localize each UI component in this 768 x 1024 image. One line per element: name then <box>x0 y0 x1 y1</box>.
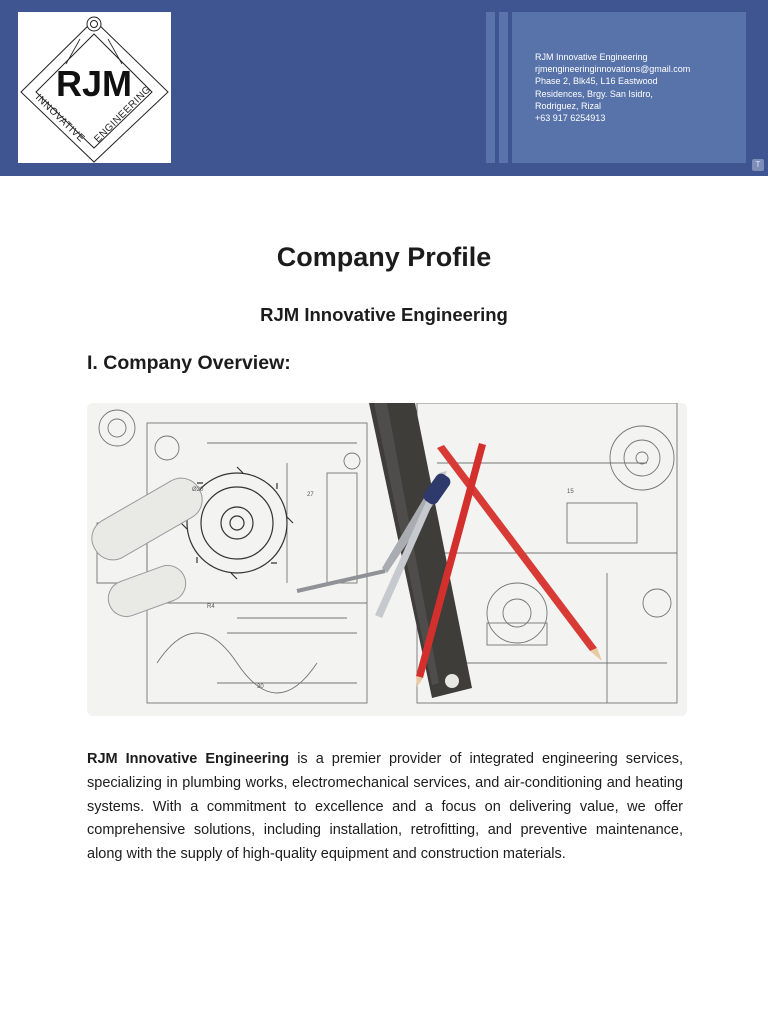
contact-address-line1: Phase 2, Blk45, L16 Eastwood <box>535 76 658 87</box>
page-subtitle: RJM Innovative Engineering <box>260 304 508 325</box>
logo-arc-right: ENGINEERING <box>92 83 154 146</box>
contact-phone[interactable]: +63 917 6254913 <box>535 113 606 124</box>
svg-text:Ø20: Ø20 <box>192 487 204 493</box>
svg-text:30: 30 <box>257 684 264 690</box>
company-logo <box>18 12 171 163</box>
engineering-drawings-photo <box>87 403 687 716</box>
contact-panel <box>512 12 746 163</box>
contact-email[interactable]: rjmengineeringinnovations@gmail.com <box>535 64 691 75</box>
header-banner <box>0 0 768 176</box>
overview-company-name: RJM Innovative Engineering <box>87 751 290 767</box>
section-heading: I. Company Overview: <box>87 352 291 374</box>
logo-arc-left: INNOVATIVE <box>32 92 87 145</box>
svg-text:15: 15 <box>567 489 574 495</box>
svg-text:27: 27 <box>307 492 314 498</box>
overview-text: is a premier provider of integrated engineering services, specializing in plumbing works, electromechanical services, and air-conditioning and heating systems. With a commitment to excellence and a focus on delivering value, we offer comprehensive solutions, including installation, retrofitting, and preventive maintenance, along with the supply of high-quality equipment and construction materials. <box>87 751 683 863</box>
svg-text:R4: R4 <box>207 604 215 610</box>
contact-address-line3: Rodriguez, Rizal <box>535 100 602 111</box>
contact-company: RJM Innovative Engineering <box>535 52 648 62</box>
decorative-stripe <box>486 12 495 163</box>
contact-address-line2: Residences, Brgy. San Isidro, <box>535 88 653 99</box>
decorative-stripe <box>499 12 508 163</box>
logo-text: RJM <box>55 63 133 104</box>
overview-paragraph <box>87 748 683 867</box>
corner-badge[interactable]: T <box>752 159 764 171</box>
page-title: Company Profile <box>276 242 492 272</box>
